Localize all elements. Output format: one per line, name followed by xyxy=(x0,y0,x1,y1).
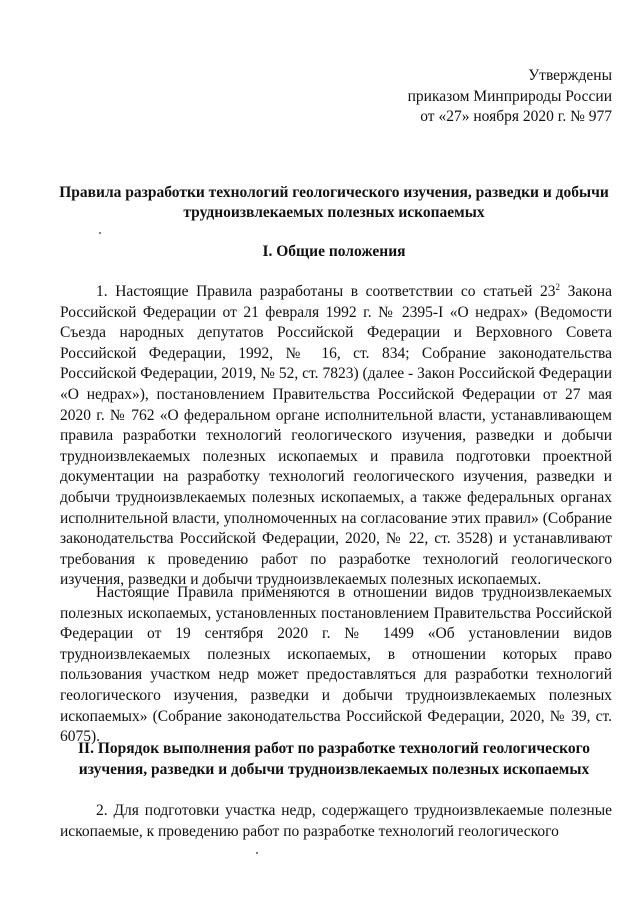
scan-speck xyxy=(99,232,101,234)
approval-line-date: от «27» ноября 2020 г. № 977 xyxy=(420,108,612,125)
paragraph-1-text-start: 1. Настоящие Правила разработаны в соответствии со статьей 23 xyxy=(96,283,556,300)
section-2-heading-line-2: изучения, разведки и добычи трудноизвлекаемых полезных ископаемых xyxy=(78,760,590,778)
approval-stamp-block xyxy=(408,66,612,128)
document-title-line-1: Правила разработки технологий геологического изучения, разведки и добычи xyxy=(59,184,609,201)
document-title-line-2: трудноизвлекаемых полезных ископаемых xyxy=(183,204,485,221)
approval-line-order: приказом Минприроды России xyxy=(407,87,612,105)
scan-speck xyxy=(256,852,258,854)
paragraph-1-text-rest: Закона Российской Федерации от 21 февраля 1992 г. № 2395-I «О недрах» (Ведомости Съезда народных депутатов Российской Федерации и Верховного Совета Российской Федерации, 1992, № 16, ст. 834; Собрание законодательства Российской Федерации, 2019, № 52, ст. 7823) (далее - Закон Российской Федерации «О недрах»), постановлением Правительства Российской Федерации от 27 мая 2020 г. № 762 «О федеральном органе исполнительной власти, устанавливающем правила разработки технологий геологического изучения, разведки и добычи трудноизвлекаемых полезных ископаемых и правила подготовки проектной документации на разработку технологий геологического изучения, разведки и добычи трудноизвлекаемых полезных ископаемых, а также федеральных органах исполнительной власти, уполномоченных на согласование этих правил» (Собрание законодательства Российской Федерации, 2020, № 22, ст. 3528) и устанавливают требования к проведению работ по разработке технологий геологического изучения, разведки и добычи трудноизвлекаемых полезных ископаемых. xyxy=(60,283,612,589)
paragraph-3: 2. Для подготовки участка недр, содержащего трудноизвлекаемые полезные ископаемые, к проведению работ по разработке технологий геологического xyxy=(60,802,612,840)
section-1-heading: I. Общие положения xyxy=(262,243,406,260)
paragraph-2: Настоящие Правила применяются в отношении видов трудноизвлекаемых полезных ископаемых, установленных постановлением Правительства Российской Федерации от 19 сентября 2020 г. № 1499 «Об установлении видов трудноизвлекаемых полезных ископаемых, в отношении которых право пользования участком недр может предоставляться для разработки технологий геологического изучения, разведки и добычи трудноизвлекаемых полезных ископаемых» (Собрание законодательства Российской Федерации, 2020, № 39, ст. 6075). xyxy=(60,584,612,746)
document-title xyxy=(40,183,628,223)
paragraph-1 xyxy=(60,282,612,591)
section-2-heading-line-1: II. Порядок выполнения работ по разработке технологий геологического xyxy=(78,740,590,757)
section-2-heading xyxy=(40,739,628,780)
approval-line-approved: Утверждены xyxy=(528,67,612,84)
article-superscript: 2 xyxy=(555,282,561,292)
